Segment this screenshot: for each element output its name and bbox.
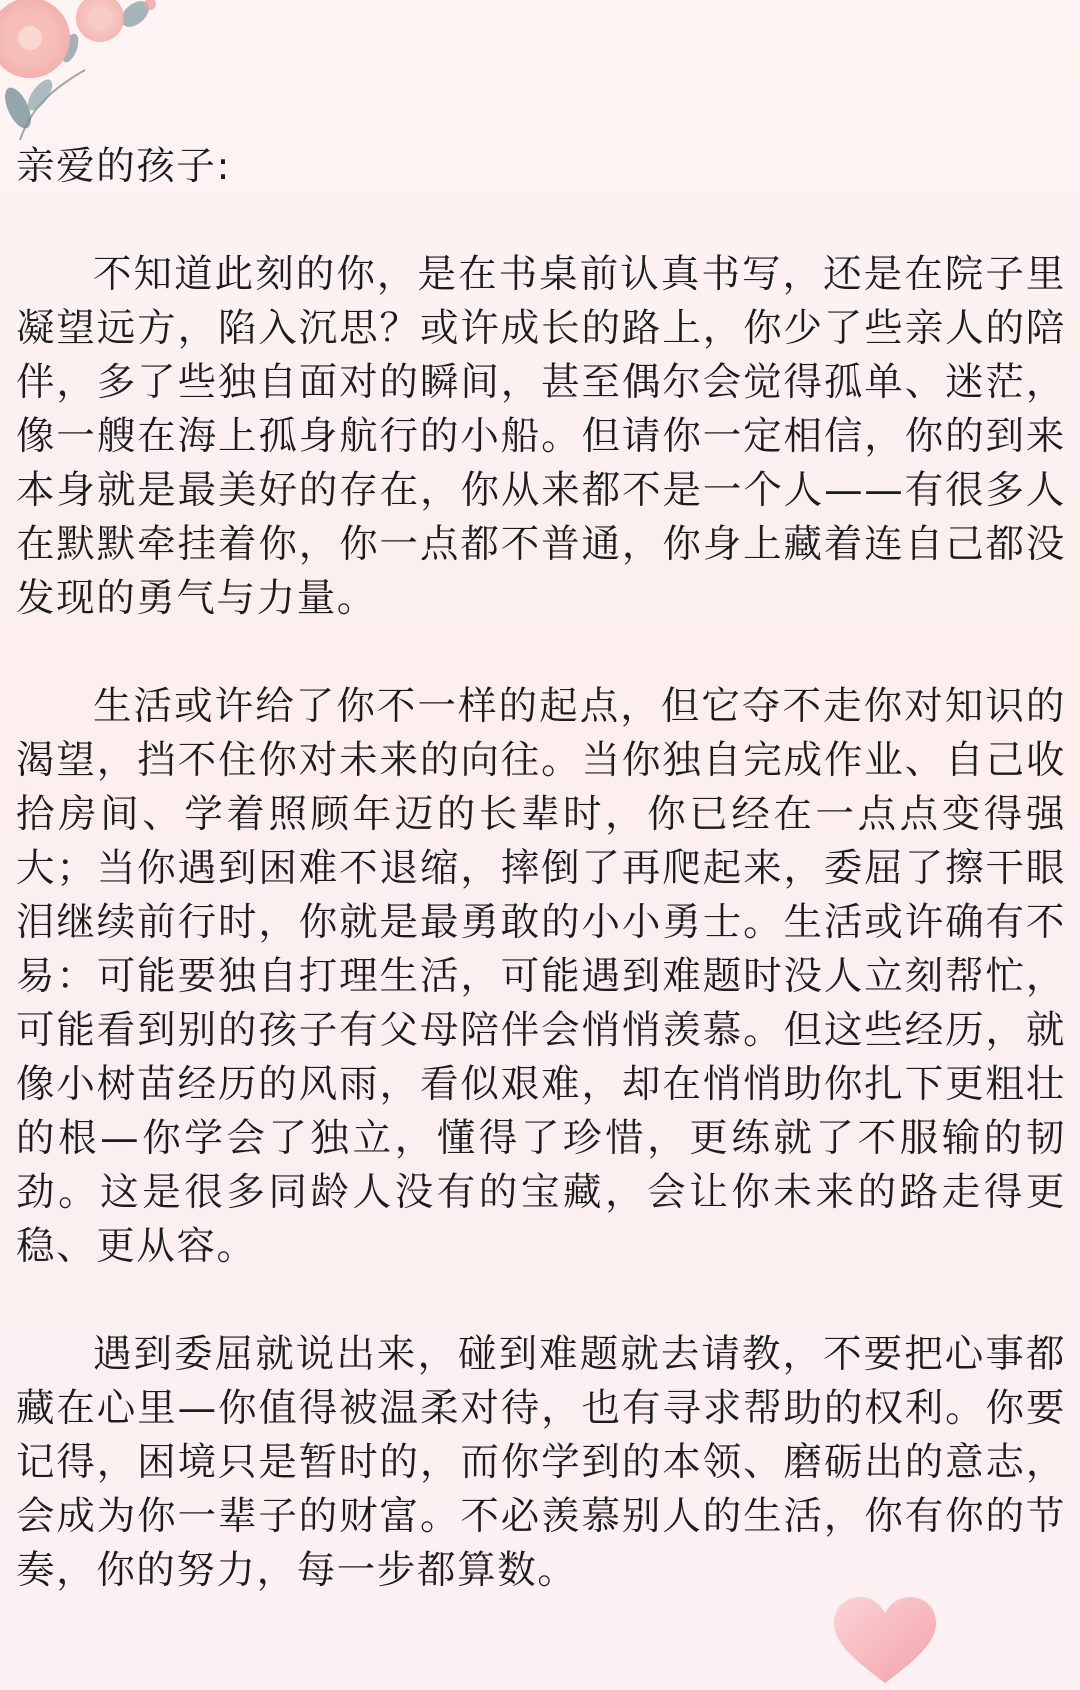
paragraph: 遇到委屈就说出来，碰到难题就去请教，不要把心事都藏在心里—你值得被温柔对待，也有寻求帮助的权利。你要记得，困境只是暂时的，而你学到的本领、磨砺出的意志，会成为你一辈子的财富。不必羡慕别人的生活，你有你的节奏，你的努力，每一步都算数。: [16, 1332, 1066, 1593]
paragraph: 生活或许给了你不一样的起点，但它夺不走你对知识的渴望，挡不住你对未来的向往。当你独自完成作业、自己收拾房间、学着照顾年迈的长辈时，你已经在一点点变得强大；当你遇到困难不退缩，摔倒了再爬起来，委屈了擦干眼泪继续前行时，你就是最勇敢的小小勇士。生活或许确有不易：可能要独自打理生活，可能遇到难题时没人立刻帮忙，可能看到别的孩子有父母陪伴会悄悄羡慕。但这些经历，就像小树苗经历的风雨，看似艰难，却在悄悄助你扎下更粗壮的根—你学会了独立，懂得了珍惜，更练就了不服输的韧劲。这是很多同龄人没有的宝藏，会让你未来的路走得更稳、更从容。: [16, 684, 1066, 1269]
paragraph: 不知道此刻的你，是在书桌前认真书写，还是在院子里凝望远方，陷入沉思？或许成长的路上，你少了些亲人的陪伴，多了些独自面对的瞬间，甚至偶尔会觉得孤单、迷茫，像一艘在海上孤身航行的小船。但请你一定相信，你的到来本身就是最美好的存在，你从来都不是一个人——有很多人在默默牵挂着你，你一点都不普通，你身上藏着连自己都没发现的勇气与力量。: [16, 252, 1066, 621]
letter-body: [16, 140, 1066, 1652]
salutation: 亲爱的孩子:: [16, 144, 232, 189]
heart-icon: [830, 1595, 940, 1690]
flower-icon: [0, 0, 180, 150]
